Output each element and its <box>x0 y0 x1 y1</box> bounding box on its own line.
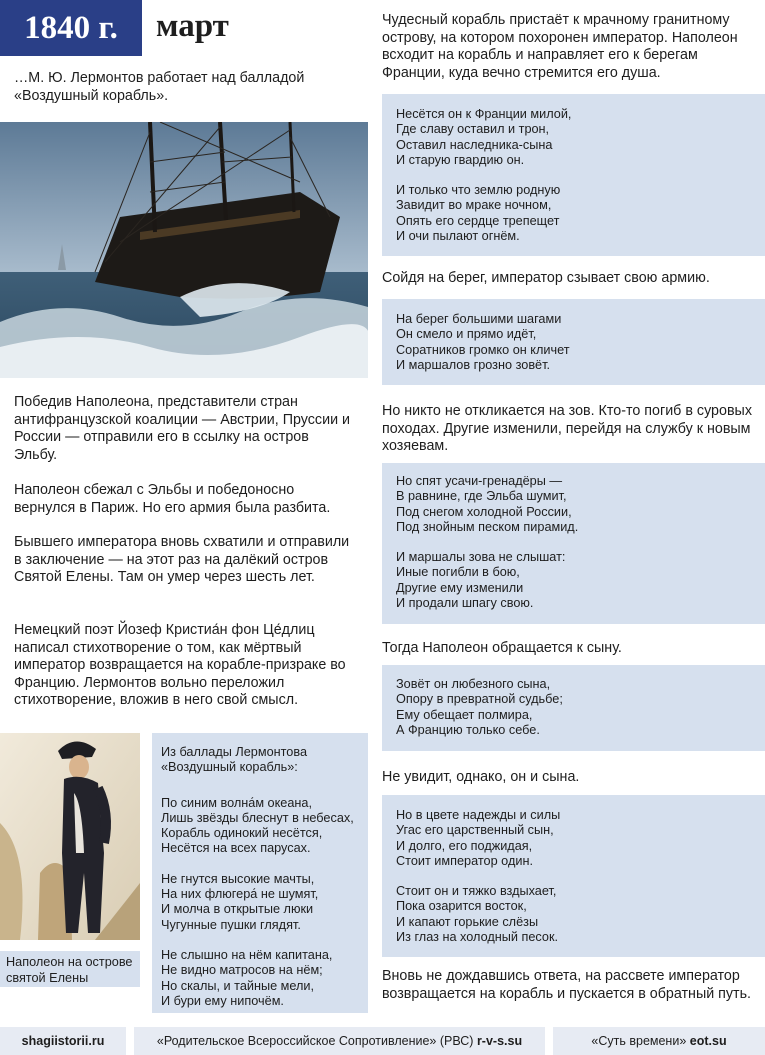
verse-stanza: И маршалы зова не слышат: Иные погибли в бою, Другие ему изменили И продали шпагу свою. <box>396 550 566 611</box>
paragraph-no-son: Не увидит, однако, он и сына. <box>382 769 580 785</box>
verse-stanza: На берег большими шагами Он смело и прямо идёт, Соратников громко он кличет И маршалов грозно зовёт. <box>396 312 570 372</box>
footer-org-rvs[interactable] <box>134 1027 545 1055</box>
paragraph-escape: Наполеон сбежал с Эльбы и победоносно вернулся в Париж. Но его армия была разбита. <box>14 482 331 516</box>
ballad-stanza: По синим волна́м океана, Лишь звёзды блеснут в небесах, Корабль одинокий несётся, Несётся на всех парусах. <box>161 795 354 856</box>
footer-site-link[interactable]: shagiistorii.ru <box>21 1034 105 1048</box>
napoleon-painting <box>0 733 140 940</box>
verse-box-5 <box>382 795 765 957</box>
verse-stanza: И только что землю родную Завидит во мраке ночном, Опять его сердце трепещет И очи пылают огнём. <box>396 183 561 244</box>
verse-stanza: Но спят усачи-гренадёры — В равнине, где Эльба шумит, Под снегом холодной России, Под знойным песком пирамид. <box>396 474 579 534</box>
footer-site[interactable] <box>0 1027 126 1055</box>
verse-box-4 <box>382 665 765 751</box>
paragraph-coalition: Победив Наполеона, представители стран антифранцузской коалиции — Австрии, Пруссии и России — отправили его в ссылку на остров Эльбу. <box>14 394 351 463</box>
ballad-intro: Из баллады Лермонтова «Воздушный корабль»: <box>161 745 308 775</box>
month-title: март <box>156 8 229 44</box>
verse-box-3 <box>382 463 765 624</box>
footer-org-eot[interactable] <box>553 1027 765 1055</box>
verse-stanza: Несётся он к Франции милой, Где славу оставил и трон, Оставил наследника-сына И старую гвардию он. <box>396 107 572 167</box>
ballad-stanza: Не слышно на нём капитана, Не видно матросов на нём; Но скалы, и тайные мели, И бури ему нипочём. <box>161 947 333 1008</box>
footer-org-rvs-link[interactable]: r-v-s.su <box>476 1034 523 1048</box>
footer-org-eot-link[interactable]: eot.su <box>689 1034 727 1048</box>
verse-box-1 <box>382 94 765 256</box>
ballad-quote-box <box>152 733 368 1013</box>
ballad-stanza: Не гнутся высокие мачты, На них флюгера́ не шумят, И молча в открытые люки Чугунные пушки глядят. <box>161 871 319 932</box>
paragraph-return: Вновь не дождавшись ответа, на рассвете император возвращается на корабль и пускается в обратный путь. <box>382 968 752 1002</box>
verse-box-2 <box>382 299 765 385</box>
paragraph-son: Тогда Наполеон обращается к сыну. <box>382 640 622 656</box>
verse-stanza: Зовёт он любезного сына, Опору в превратной судьбе; Ему обещает полмира, А Францию только себе. <box>396 677 563 737</box>
ghost-ship-image <box>0 122 368 378</box>
verse-stanza: Но в цвете надежды и силы Угас его царственный сын, И долго, его поджидая, Стоит император один. <box>396 808 561 868</box>
intro-text: …М. Ю. Лермонтов работает над балладой «Воздушный корабль». <box>14 70 305 104</box>
paragraph-zedlitz: Немецкий поэт Йозеф Кристиа́н фон Це́длиц написал стихотворение о том, как мёртвый император возвращается на корабле-призраке во Францию. Лермонтов вольно переложил стихотворение, вложив в него свой смысл. <box>14 622 346 708</box>
paragraph-saint-helena: Бывшего императора вновь схватили и отправили в заключение — на этот раз на далёкий остров Святой Елены. Там он умер через шесть лет. <box>14 534 350 585</box>
footer-org-rvs-text: «Родительское Всероссийское Сопротивление» (РВС) <box>156 1034 474 1048</box>
paragraph-ship-arrives: Чудесный корабль пристаёт к мрачному гранитному острову, на котором похоронен император. Наполеон всходит на корабль и направляет его к берегам Франции, куда вечно стремится его душа. <box>382 12 738 81</box>
year-badge: 1840 г. <box>0 0 142 56</box>
paragraph-no-answer: Но никто не откликается на зов. Кто-то погиб в суровых походах. Другие изменили, перейдя на службу к новым хозяевам. <box>382 403 752 454</box>
verse-stanza: Стоит он и тяжко вздыхает, Пока озарится восток, И капают горькие слёзы Из глаз на холодный песок. <box>396 884 559 945</box>
napoleon-caption: Наполеон на острове святой Елены <box>6 955 133 985</box>
paragraph-summons: Сойдя на берег, император сзывает свою армию. <box>382 270 710 286</box>
footer-org-eot-text: «Суть времени» <box>591 1034 687 1048</box>
